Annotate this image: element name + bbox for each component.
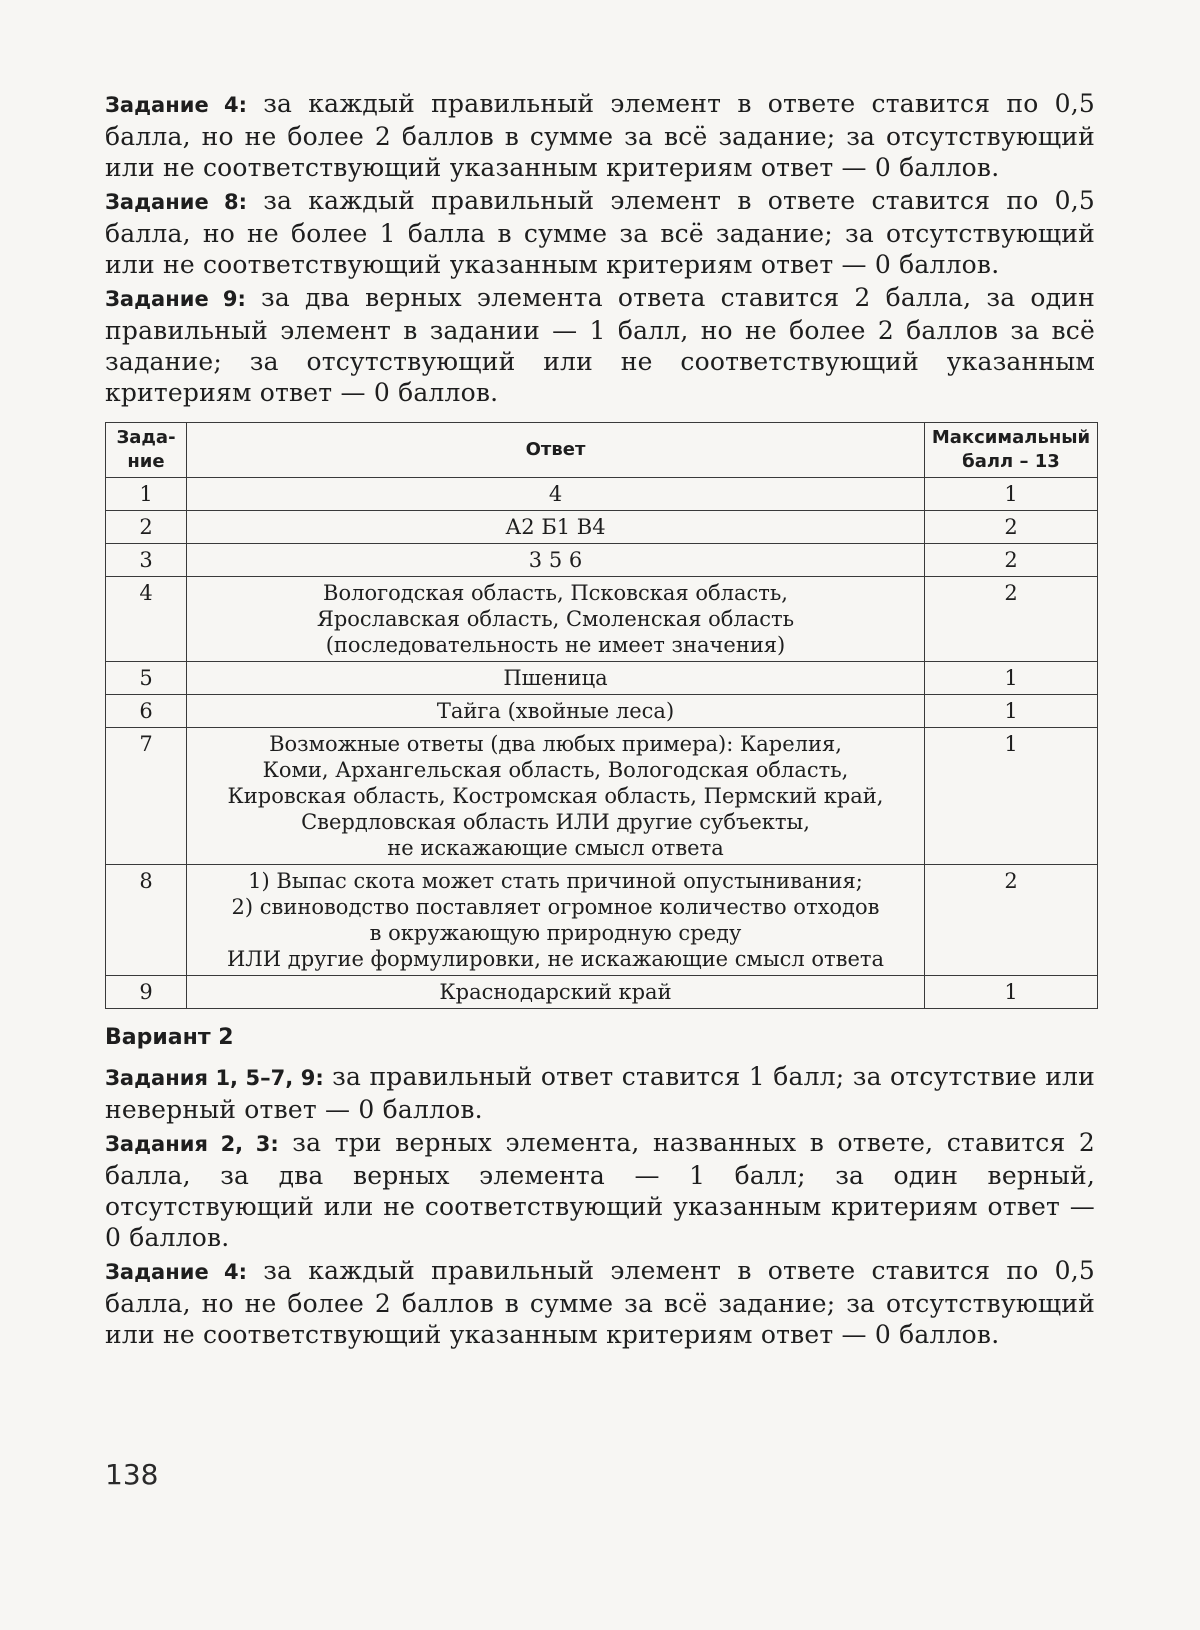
- table-row: [106, 976, 1098, 1009]
- header-max-score: Максимальный балл – 13: [925, 423, 1098, 478]
- cell-task: 8: [106, 865, 187, 976]
- cell-task: 1: [106, 478, 187, 511]
- cell-task: 6: [106, 695, 187, 728]
- paragraph-label: Задания 1, 5–7, 9:: [105, 1066, 324, 1090]
- page-number: 138: [105, 1458, 159, 1491]
- cell-task: 3: [106, 544, 187, 577]
- table-row: [106, 544, 1098, 577]
- cell-answer: А2 Б1 В4: [187, 511, 925, 544]
- paragraph-label: Задание 4:: [105, 93, 248, 117]
- cell-points: 2: [925, 544, 1098, 577]
- cell-points: 1: [925, 662, 1098, 695]
- cell-answer: 1) Выпас скота может стать причиной опустынивания; 2) свиноводство поставляет огромное количество отходов в окружающую природную среду ИЛИ другие формулировки, не искажающие смысл ответа: [187, 865, 925, 976]
- paragraph-text: за каждый правильный элемент в ответе ставится по 0,5 балла, но не более 2 баллов в сумме за всё задание; за отсутствующий или не соответствующий указанным критериям ответ — 0 баллов.: [105, 1256, 1095, 1349]
- variant-title: Вариант 2: [105, 1025, 234, 1050]
- cell-answer: Вологодская область, Псковская область, Ярославская область, Смоленская область (последовательность не имеет значения): [187, 577, 925, 662]
- paragraph-text: за два верных элемента ответа ставится 2 балла, за один правильный элемент в задании — 1 балл, но не более 2 баллов за всё задание; за отсутствующий или не соответствующий указанным критериям ответ — 0 баллов.: [105, 283, 1095, 407]
- table-row: [106, 728, 1098, 865]
- paragraph-label: Задания 2, 3:: [105, 1132, 279, 1156]
- paragraph-tasks-2-3: [105, 1127, 1095, 1253]
- table-row: [106, 695, 1098, 728]
- cell-task: 2: [106, 511, 187, 544]
- cell-task: 7: [106, 728, 187, 865]
- table-row: [106, 478, 1098, 511]
- paragraph-task-4: [105, 88, 1095, 183]
- paragraph-task-9: [105, 282, 1095, 408]
- cell-points: 1: [925, 478, 1098, 511]
- paragraph-text: за правильный ответ ставится 1 балл; за отсутствие или неверный ответ — 0 баллов.: [105, 1062, 1095, 1124]
- header-task: Зада- ние: [106, 423, 187, 478]
- paragraph-task-4-variant-2: [105, 1255, 1095, 1350]
- header-answer: Ответ: [187, 423, 925, 478]
- paragraph-text: за три верных элемента, названных в ответе, ставится 2 балла, за два верных элемента — 1 балл; за один верный, отсутствующий или не соответствующий указанным критериям ответ — 0 баллов.: [105, 1128, 1095, 1252]
- cell-points: 2: [925, 577, 1098, 662]
- paragraph-text: за каждый правильный элемент в ответе ставится по 0,5 балла, но не более 2 баллов в сумме за всё задание; за отсутствующий или не соответствующий указанным критериям ответ — 0 баллов.: [105, 89, 1095, 182]
- cell-points: 1: [925, 728, 1098, 865]
- table-row: [106, 865, 1098, 976]
- paragraph-label: Задание 9:: [105, 287, 246, 311]
- cell-points: 1: [925, 695, 1098, 728]
- table-row: [106, 662, 1098, 695]
- answer-table: [105, 422, 1098, 1009]
- cell-answer: Тайга (хвойные леса): [187, 695, 925, 728]
- cell-answer: Краснодарский край: [187, 976, 925, 1009]
- paragraph-label: Задание 8:: [105, 190, 248, 214]
- cell-points: 1: [925, 976, 1098, 1009]
- table-header-row: [106, 423, 1098, 478]
- paragraph-text: за каждый правильный элемент в ответе ставится по 0,5 балла, но не более 1 балла в сумме за всё задание; за отсутствующий или не соответствующий указанным критериям ответ — 0 баллов.: [105, 186, 1095, 279]
- page-content: [105, 88, 1095, 1352]
- cell-answer: Возможные ответы (два любых примера): Карелия, Коми, Архангельская область, Вологодская область, Кировская область, Костромская область, Пермский край, Свердловская область ИЛИ другие субъекты, не искажающие смысл ответа: [187, 728, 925, 865]
- cell-answer: Пшеница: [187, 662, 925, 695]
- paragraph-tasks-1-5-7-9: [105, 1061, 1095, 1125]
- cell-points: 2: [925, 865, 1098, 976]
- table-row: [106, 577, 1098, 662]
- paragraph-label: Задание 4:: [105, 1260, 248, 1284]
- paragraph-task-8: [105, 185, 1095, 280]
- table-row: [106, 511, 1098, 544]
- cell-answer: 4: [187, 478, 925, 511]
- cell-points: 2: [925, 511, 1098, 544]
- cell-task: 9: [106, 976, 187, 1009]
- cell-task: 5: [106, 662, 187, 695]
- cell-answer: 3 5 6: [187, 544, 925, 577]
- cell-task: 4: [106, 577, 187, 662]
